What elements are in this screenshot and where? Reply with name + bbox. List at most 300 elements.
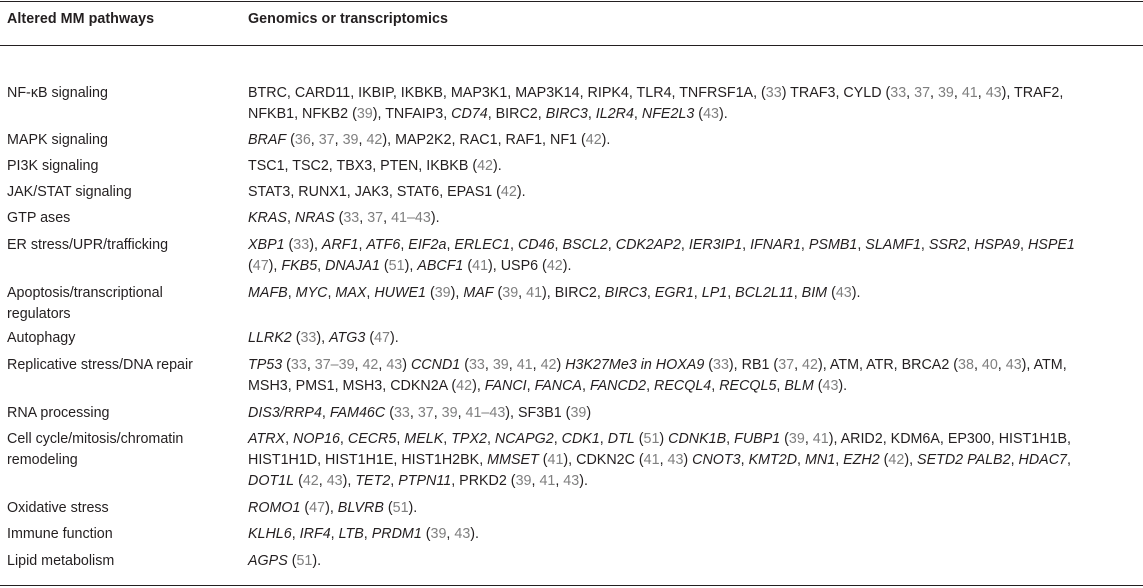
citation-link[interactable]: 43 (985, 85, 1002, 101)
gene-name: LLRK2 (248, 330, 292, 346)
citation-link[interactable]: 42 (362, 357, 379, 373)
text-segment: , (966, 237, 975, 253)
citation-link[interactable]: 39 (788, 431, 805, 447)
citation-link[interactable]: 39 (570, 405, 587, 421)
gene-name: EGR1 (654, 285, 694, 301)
text-segment: ) (556, 357, 566, 373)
citation-link[interactable]: 41 (516, 357, 533, 373)
gene-name: MN1 (805, 452, 836, 468)
text-segment: ( (284, 237, 294, 253)
gene-name: SETD2 PALB2 (917, 452, 1011, 468)
text-segment: ( (287, 553, 297, 569)
text-segment: ( (634, 431, 644, 447)
citation-link[interactable]: 43 (326, 473, 343, 489)
gene-name: MAX (335, 285, 367, 301)
text-segment: , (973, 357, 982, 373)
text-segment: , (554, 237, 563, 253)
text-segment: ). (408, 500, 418, 516)
text-segment: , (906, 85, 915, 101)
text-segment: , (740, 452, 749, 468)
genes-line (248, 551, 1140, 572)
text-segment: , (776, 378, 785, 394)
genes-cell (248, 235, 1140, 277)
gene-name: H3K27Me3 in HOXA9 (565, 357, 705, 373)
text-segment: , (607, 237, 616, 253)
gene-name: EZH2 (843, 452, 880, 468)
pathway-cell (7, 283, 237, 325)
text-segment: ), ARID2, KDM6A, EP300, HIST1H1B, (828, 431, 1072, 447)
genes-line (248, 403, 1140, 424)
citation-link[interactable]: 47 (309, 500, 326, 516)
text-segment: ( (291, 330, 301, 346)
citation-link[interactable]: 41 (961, 85, 978, 101)
text-segment: ( (334, 210, 344, 226)
text-segment: , (363, 526, 372, 542)
text-segment: , (857, 237, 866, 253)
genes-line (248, 104, 1140, 125)
text-segment: , (334, 132, 343, 148)
text-segment: , (742, 237, 751, 253)
pathway-label: ER stress/UPR/trafficking (7, 237, 169, 253)
gene-name: MELK (404, 431, 444, 447)
genes-line (248, 235, 1140, 256)
citation-link[interactable]: 39 (441, 405, 458, 421)
header-genomics-transcriptomics: Genomics or transcriptomics (248, 11, 448, 27)
genes-line (248, 328, 1140, 349)
citation-link[interactable]: 42 (888, 452, 905, 468)
text-segment: , (508, 357, 517, 373)
genes-line (248, 471, 1140, 492)
pathway-cell (7, 156, 237, 177)
genes-cell (248, 403, 1140, 424)
text-segment: ( (365, 330, 375, 346)
citation-link[interactable]: 38 (958, 357, 974, 373)
gene-name: RECQL4 (654, 378, 712, 394)
pathway-label: Replicative stress/DNA repair (7, 357, 193, 373)
citation-link[interactable]: 43 (822, 378, 839, 394)
citation-link[interactable]: 41 (526, 285, 543, 301)
pathway-cell (7, 130, 237, 151)
citation-link[interactable]: 39 (515, 473, 532, 489)
pathway-cell (7, 498, 237, 519)
gene-name: BCL2L11 (735, 285, 794, 301)
text-segment: , (599, 431, 608, 447)
citation-link[interactable]: 43 (703, 106, 719, 122)
citation-link[interactable]: 43 (454, 526, 471, 542)
pathway-label: MAPK signaling (7, 132, 108, 148)
text-segment: , (518, 285, 527, 301)
text-segment: , (997, 357, 1006, 373)
pathway-cell (7, 551, 237, 572)
citation-link[interactable]: 33 (293, 237, 310, 253)
text-segment: ), (404, 258, 418, 274)
gene-name: NOP16 (293, 431, 340, 447)
citation-link[interactable]: 41 (547, 452, 564, 468)
text-segment: ( (460, 357, 469, 373)
text-segment: , (680, 237, 689, 253)
gene-name: IL2R4 (595, 106, 634, 122)
citation-link[interactable]: 39 (492, 357, 509, 373)
text-segment: , (359, 210, 368, 226)
text-segment: ( (694, 106, 704, 122)
text-segment: , (446, 237, 455, 253)
citation-link[interactable]: 37 (318, 132, 335, 148)
gene-name: KRAS (248, 210, 287, 226)
genes-cell (248, 328, 1140, 349)
text-segment: ), BIRC2, (542, 285, 605, 301)
text-segment: , (711, 378, 720, 394)
text-segment: ( (704, 357, 714, 373)
text-segment: , (510, 237, 518, 253)
text-segment: , (526, 378, 535, 394)
text-segment: , (457, 405, 466, 421)
pathway-cell (7, 182, 237, 203)
text-segment: ( (385, 405, 394, 421)
citation-link[interactable]: 42 (546, 258, 563, 274)
citation-link[interactable]: 40 (981, 357, 998, 373)
genes-line (248, 376, 1140, 397)
gene-name: DIS3/RRP4 (248, 405, 322, 421)
text-segment: ), (904, 452, 918, 468)
text-segment: NFKB1, NFKB2 ( (248, 106, 357, 122)
text-segment: ( (538, 452, 548, 468)
citation-link[interactable]: 47 (252, 258, 269, 274)
genes-line (248, 283, 1140, 304)
pathway-cell (7, 83, 237, 104)
text-segment: ( (425, 285, 435, 301)
pathway-label: Oxidative stress (7, 500, 109, 516)
citation-link[interactable]: 51 (388, 258, 405, 274)
citation-link[interactable]: 37 (778, 357, 795, 373)
genes-cell (248, 156, 1140, 177)
citation-link[interactable]: 41 (812, 431, 829, 447)
pathway-label: Apoptosis/transcriptional (7, 285, 163, 301)
genes-cell (248, 429, 1140, 492)
text-segment: ), RB1 ( (728, 357, 779, 373)
genes-cell (248, 83, 1140, 125)
citation-link[interactable]: 39 (434, 285, 451, 301)
citation-link[interactable]: 33 (343, 210, 360, 226)
gene-name: XBP1 (248, 237, 285, 253)
text-segment: , (797, 452, 805, 468)
citation-link[interactable]: 39 (356, 106, 373, 122)
gene-name: BIM (801, 285, 828, 301)
genes-line (248, 498, 1140, 519)
gene-name: HDAC7 (1018, 452, 1067, 468)
genes-cell (248, 524, 1140, 545)
pathway-label: GTP ases (7, 210, 71, 226)
gene-name: FANCD2 (589, 378, 647, 394)
text-segment: ( (493, 285, 503, 301)
text-segment: ). (430, 210, 440, 226)
gene-name: ARF1 (321, 237, 359, 253)
citation-link[interactable]: 42 (802, 357, 818, 373)
text-segment: ( (383, 500, 393, 516)
text-segment: , (358, 132, 367, 148)
text-segment: ), CDKN2C ( (563, 452, 644, 468)
text-segment: , (318, 473, 327, 489)
text-segment: ( (421, 526, 431, 542)
citation-link[interactable]: 37–39 (314, 357, 355, 373)
citation-link[interactable]: 43 (386, 357, 403, 373)
gene-name: DTL (607, 431, 635, 447)
citation-link[interactable]: 39 (502, 285, 519, 301)
text-segment: , (291, 526, 300, 542)
text-segment: , (354, 357, 363, 373)
text-segment: , (920, 237, 929, 253)
citation-link[interactable]: 42 (477, 158, 493, 174)
gene-name: PTPN11 (398, 473, 452, 489)
gene-name: CDK2AP2 (615, 237, 681, 253)
text-segment: , (587, 106, 596, 122)
gene-name: BIRC3 (545, 106, 588, 122)
citation-link[interactable]: 37 (417, 405, 434, 421)
text-segment: , (581, 378, 590, 394)
text-segment: ), MAP2K2, RAC1, RAF1, NF1 ( (382, 132, 586, 148)
text-segment: , PRKD2 ( (451, 473, 516, 489)
citation-link[interactable]: 41–43 (391, 210, 431, 226)
text-segment: ( (300, 500, 310, 516)
text-segment: ), (342, 473, 356, 489)
text-segment: , (306, 357, 315, 373)
citation-link[interactable]: 41 (539, 473, 556, 489)
pathway-label: RNA processing (7, 405, 110, 421)
text-segment: , (977, 85, 986, 101)
citation-link[interactable]: 51 (392, 500, 409, 516)
text-segment: ). (516, 184, 526, 200)
gene-name: BIRC3 (604, 285, 647, 301)
gene-name: CD74 (451, 106, 488, 122)
gene-name: ERLEC1 (454, 237, 511, 253)
text-segment: ( (248, 258, 253, 274)
citation-link[interactable]: 42 (585, 132, 602, 148)
genes-cell (248, 130, 1140, 151)
text-segment: ( (282, 357, 291, 373)
pathway-cell (7, 429, 237, 471)
table-header-rule (0, 45, 1143, 46)
gene-name: CDNK1B (668, 431, 727, 447)
pathway-label: Autophagy (7, 330, 76, 346)
gene-name: SLAMF1 (865, 237, 921, 253)
genes-cell (248, 551, 1140, 572)
citation-link[interactable]: 47 (374, 330, 390, 346)
text-segment: , (446, 526, 455, 542)
text-segment: , (804, 431, 813, 447)
text-segment: BTRC, CARD11, IKBIP, IKBKB, MAP3K1, MAP3K14, RIPK4, TLR4, TNFRSF1A, ( (248, 85, 766, 101)
text-segment: ), TNFAIP3, (372, 106, 452, 122)
text-segment: STAT3, RUNX1, JAK3, STAT6, EPAS1 ( (248, 184, 501, 200)
citation-link[interactable]: 43 (835, 285, 852, 301)
text-segment: , (1010, 452, 1019, 468)
text-segment: , (317, 258, 326, 274)
pathway-label: NF-κB signaling (7, 85, 108, 101)
gene-name: HSPA9 (974, 237, 1021, 253)
text-segment: , (443, 431, 452, 447)
text-segment: , (1066, 452, 1071, 468)
text-segment: ), TRAF2, (1001, 85, 1064, 101)
citation-link[interactable]: 41 (472, 258, 489, 274)
text-segment: ( (286, 132, 295, 148)
text-segment: ). (601, 132, 611, 148)
citation-link[interactable]: 39 (430, 526, 447, 542)
genes-line (248, 182, 1140, 203)
pathway-label: regulators (7, 306, 71, 322)
genes-cell (248, 498, 1140, 519)
text-segment: , (646, 285, 655, 301)
text-segment: , (409, 405, 418, 421)
text-segment: , (693, 285, 702, 301)
gene-name: MAFB (248, 285, 288, 301)
gene-name: DOT1L (248, 473, 295, 489)
citation-link[interactable]: 51 (643, 431, 660, 447)
genes-line (248, 524, 1140, 545)
text-segment: , BIRC2, (487, 106, 546, 122)
text-segment: , (793, 285, 802, 301)
text-segment: , (659, 452, 668, 468)
citation-link[interactable]: 42 (456, 378, 473, 394)
text-segment: , (390, 473, 399, 489)
text-segment: ), (316, 330, 330, 346)
gene-name: RECQL5 (719, 378, 777, 394)
genes-cell (248, 283, 1140, 304)
gene-name: ROMO1 (248, 500, 301, 516)
text-segment: , (286, 210, 295, 226)
text-segment: , (327, 285, 336, 301)
text-segment: ), (325, 500, 338, 516)
gene-name: BRAF (248, 132, 287, 148)
text-segment: ( (294, 473, 303, 489)
citation-link[interactable]: 42 (302, 473, 319, 489)
text-segment: , (794, 357, 803, 373)
text-segment: ) TRAF3, CYLD ( (781, 85, 891, 101)
citation-link[interactable]: 33 (890, 85, 907, 101)
text-segment: , (1020, 237, 1028, 253)
citation-link[interactable]: 37 (367, 210, 384, 226)
citation-link[interactable]: 39 (937, 85, 954, 101)
gene-name: BLM (784, 378, 814, 394)
citation-link[interactable]: 36 (294, 132, 311, 148)
text-segment: , (835, 452, 844, 468)
gene-name: EIF2a (408, 237, 447, 253)
citation-link[interactable]: 41 (643, 452, 660, 468)
genes-line (248, 450, 1140, 471)
citation-link[interactable]: 37 (914, 85, 931, 101)
gene-name: CECR5 (347, 431, 397, 447)
citation-link[interactable]: 33 (765, 85, 782, 101)
text-segment: ), (450, 285, 464, 301)
citation-link[interactable]: 33 (468, 357, 485, 373)
gene-name: MYC (295, 285, 328, 301)
gene-name: IRF4 (299, 526, 331, 542)
text-segment: , (646, 378, 655, 394)
text-segment: ). (562, 258, 572, 274)
text-segment: ). (851, 285, 861, 301)
table-top-rule (0, 1, 1143, 2)
text-segment: ( (780, 431, 789, 447)
gene-name: NCAPG2 (494, 431, 554, 447)
pathway-label: JAK/STAT signaling (7, 184, 132, 200)
text-segment: ), (268, 258, 282, 274)
text-segment: , (358, 237, 367, 253)
text-segment: ( (827, 285, 836, 301)
gene-name: CDK1 (561, 431, 600, 447)
citation-link[interactable]: 33 (290, 357, 307, 373)
gene-name: NFE2L3 (641, 106, 695, 122)
gene-name: HSPE1 (1027, 237, 1075, 253)
citation-link[interactable]: 33 (393, 405, 410, 421)
gene-name: ABCF1 (417, 258, 464, 274)
citation-link[interactable]: 41–43 (465, 405, 506, 421)
gene-name: CD46 (517, 237, 555, 253)
text-segment: TSC1, TSC2, TBX3, PTEN, IKBKB ( (248, 158, 478, 174)
citation-link[interactable]: 43 (1005, 357, 1022, 373)
text-segment: ). (579, 473, 588, 489)
text-segment: ( (813, 378, 823, 394)
gene-name: TP53 (248, 357, 283, 373)
text-segment: ). (718, 106, 728, 122)
text-segment: , (726, 431, 735, 447)
text-segment: , (953, 85, 962, 101)
text-segment: , (287, 285, 296, 301)
citation-link[interactable]: 51 (296, 553, 313, 569)
text-segment: , (633, 106, 642, 122)
gene-name: ATF6 (366, 237, 401, 253)
text-segment: , (285, 431, 294, 447)
text-segment: HIST1H1D, HIST1H1E, HIST1H2BK, (248, 452, 488, 468)
gene-name: NRAS (294, 210, 335, 226)
text-segment: , (339, 431, 348, 447)
text-segment: ( (379, 258, 389, 274)
pathway-cell (7, 524, 237, 545)
citation-link[interactable]: 42 (540, 357, 557, 373)
text-segment: , (378, 357, 387, 373)
pathway-label: Cell cycle/mitosis/chromatin (7, 431, 184, 447)
text-segment: ), SF3B1 ( (505, 405, 571, 421)
citation-link[interactable]: 33 (300, 330, 317, 346)
gene-name: CCND1 (410, 357, 461, 373)
text-segment: ) (659, 431, 669, 447)
genes-line (248, 208, 1140, 229)
pathway-label: Lipid metabolism (7, 553, 115, 569)
text-segment: , (532, 357, 541, 373)
text-segment: , (484, 357, 493, 373)
citation-link[interactable]: 33 (713, 357, 729, 373)
text-segment: ), (309, 237, 322, 253)
gene-name: PRDM1 (371, 526, 422, 542)
text-segment: , (330, 526, 339, 542)
gene-name: ATRX (248, 431, 286, 447)
text-segment: ). (390, 330, 399, 346)
text-segment: , (727, 285, 736, 301)
genes-cell (248, 355, 1140, 397)
gene-name: BLVRB (337, 500, 384, 516)
citation-link[interactable]: 42 (366, 132, 383, 148)
table-bottom-rule (0, 585, 1143, 586)
text-segment: , (396, 431, 405, 447)
text-segment: ). (493, 158, 502, 174)
text-segment: ). (470, 526, 480, 542)
citation-link[interactable]: 43 (667, 452, 684, 468)
citation-link[interactable]: 43 (563, 473, 580, 489)
gene-name: IER3IP1 (688, 237, 743, 253)
gene-name: FANCA (534, 378, 582, 394)
gene-name: TPX2 (451, 431, 487, 447)
citation-link[interactable]: 42 (500, 184, 517, 200)
text-segment: ( (463, 258, 473, 274)
citation-link[interactable]: 39 (342, 132, 359, 148)
genes-line (248, 429, 1140, 450)
gene-name: FAM46C (329, 405, 386, 421)
